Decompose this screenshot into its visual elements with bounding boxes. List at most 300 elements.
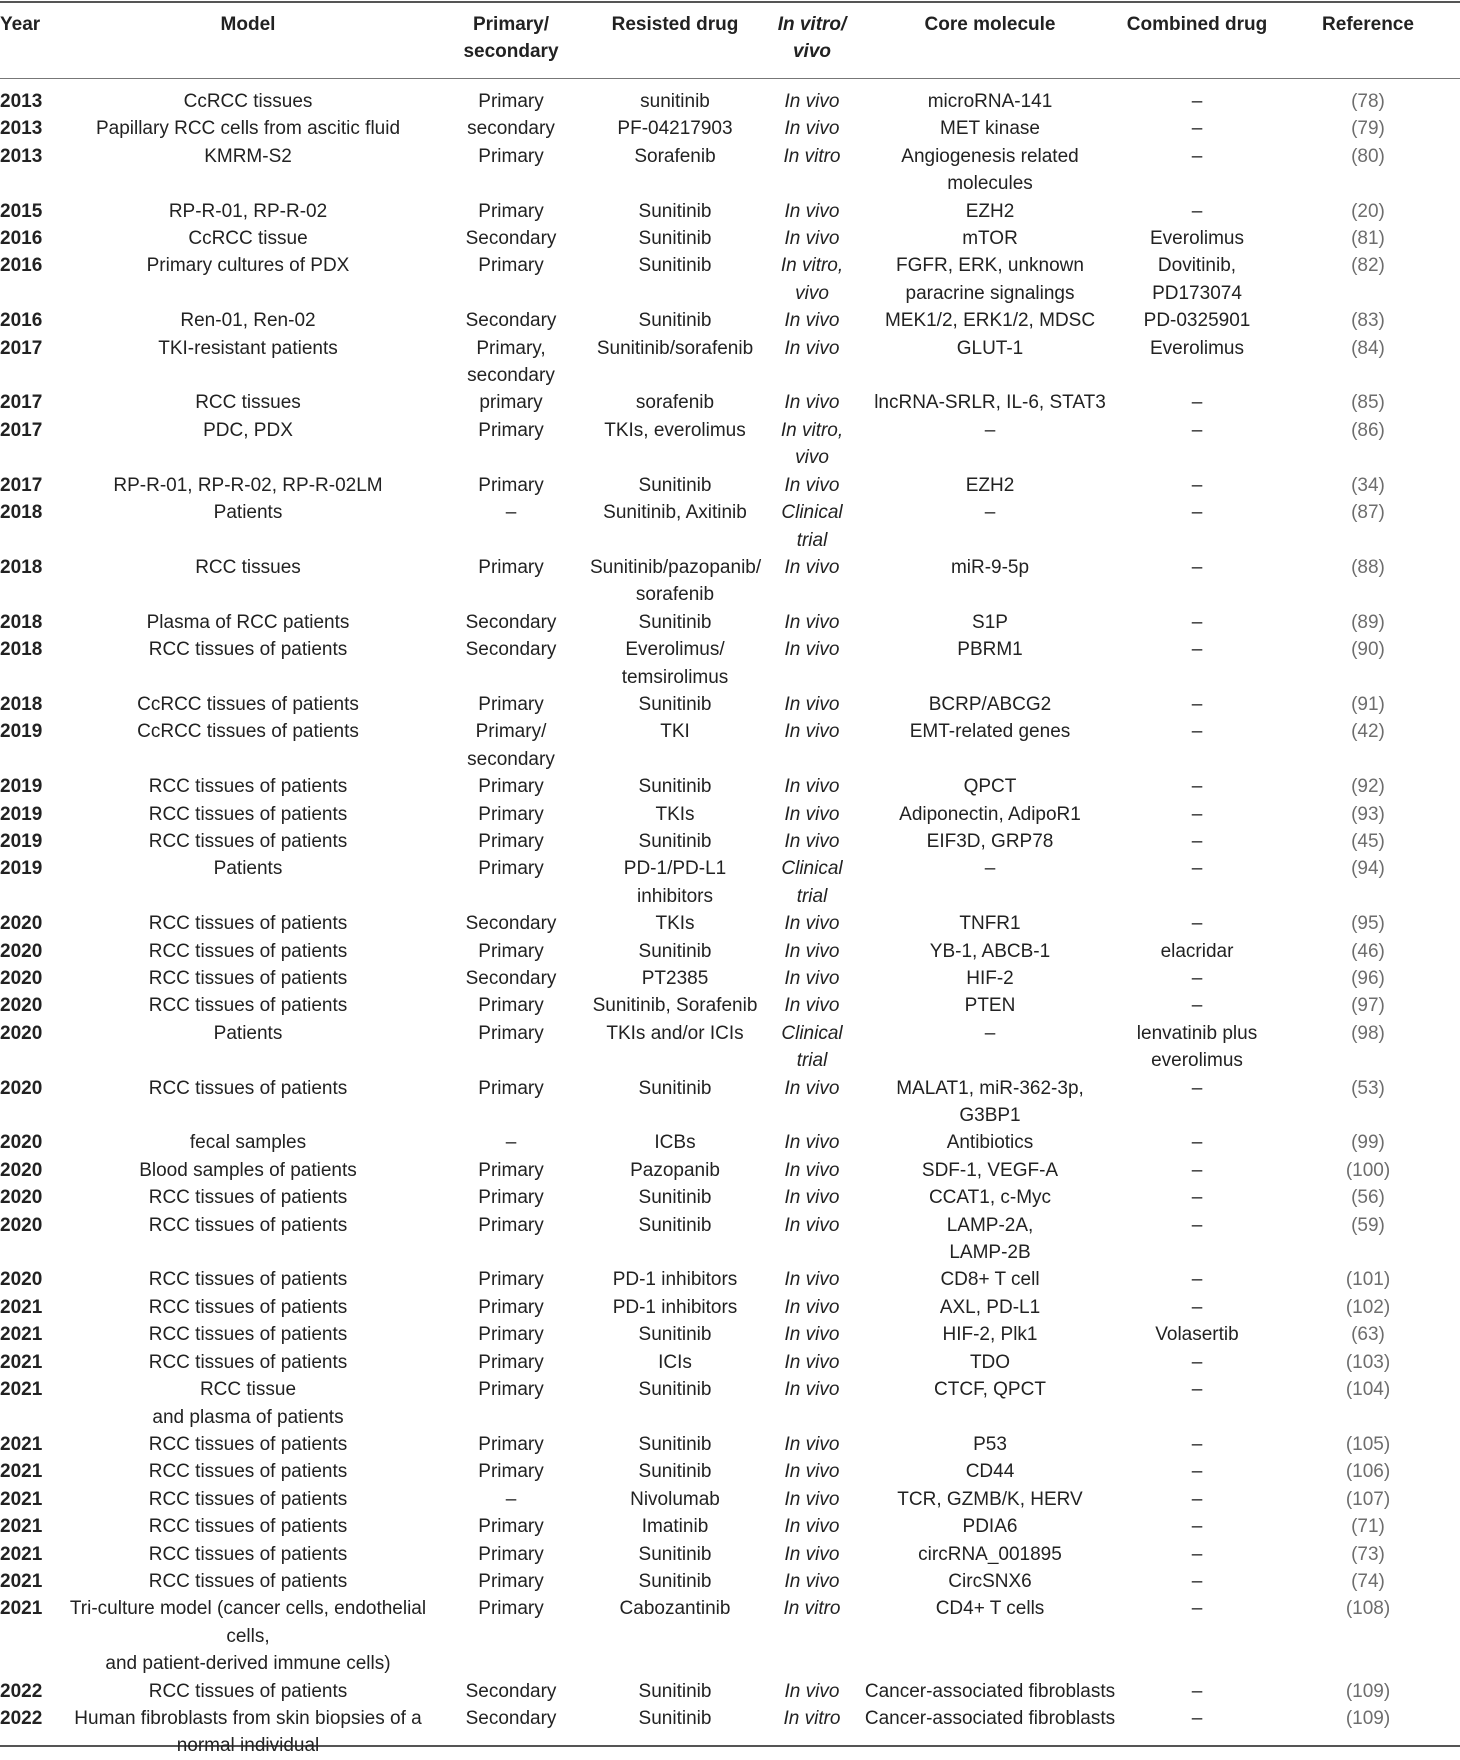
cell-model (62, 1513, 434, 1540)
cell-primary-secondary-line: Secondary (465, 1707, 557, 1729)
cell-resisted-drug (588, 992, 762, 1019)
cell-reference: (20) (1351, 200, 1385, 222)
cell-combined-drug (1118, 335, 1276, 390)
cell-in-vitro-vivo-line: In vivo (784, 995, 840, 1017)
cell-in-vitro-vivo (762, 252, 862, 307)
cell-in-vitro-vivo-line: In vivo (784, 392, 840, 414)
cell-in-vitro-vivo (762, 472, 862, 499)
cell-combined-drug (1118, 1321, 1276, 1348)
cell-reference: (56) (1351, 1187, 1385, 1209)
cell-resisted-drug (588, 965, 762, 992)
cell-core-molecule-line: Angiogenesis related (901, 145, 1079, 167)
cell-primary-secondary (434, 965, 588, 992)
cell-year: 2021 (0, 1324, 43, 1346)
cell-year: 2022 (0, 1680, 43, 1702)
cell-core-molecule (862, 1595, 1118, 1677)
cell-primary-secondary (434, 1321, 588, 1348)
cell-combined-drug-line: – (1191, 419, 1203, 441)
table-row (0, 1458, 1460, 1485)
cell-year: 2020 (0, 1132, 43, 1154)
cell-year: 2020 (0, 1214, 43, 1236)
cell-resisted-drug-line: Sunitinib/pazopanib/ (590, 556, 762, 578)
table-row (0, 1431, 1460, 1458)
cell-primary-secondary (434, 1157, 588, 1184)
cell-combined-drug (1118, 307, 1276, 334)
table-row (0, 554, 1460, 609)
cell-in-vitro-vivo-line: In vivo (784, 611, 840, 633)
cell-in-vitro-vivo-line: In vivo (784, 639, 840, 661)
table-row (0, 1513, 1460, 1540)
cell-resisted-drug-line: Sunitinib, Sorafenib (592, 995, 758, 1017)
cell-in-vitro-vivo (762, 636, 862, 691)
cell-reference: (92) (1351, 776, 1385, 798)
cell-year: 2016 (0, 310, 43, 332)
cell-core-molecule (862, 472, 1118, 499)
cell-resisted-drug (588, 1705, 762, 1760)
cell-resisted-drug (588, 225, 762, 252)
cell-primary-secondary-line: Primary (478, 474, 544, 496)
cell-resisted-drug-line: Sunitinib/sorafenib (596, 337, 754, 359)
cell-resisted-drug (588, 78, 762, 115)
cell-model-line: and plasma of patients (152, 1406, 344, 1428)
cell-model-line: Tri-culture model (cancer cells, endothelial (69, 1598, 427, 1620)
cell-core-molecule-line: mTOR (962, 228, 1018, 250)
cell-model-line: RCC tissues of patients (148, 1516, 348, 1538)
cell-model (62, 225, 434, 252)
cell-model (62, 335, 434, 390)
cell-resisted-drug (588, 499, 762, 554)
cell-in-vitro-vivo-line: In vivo (784, 1324, 840, 1346)
col-header-in-vitro-vivo: In vitro/ vivo (777, 14, 847, 62)
cell-model-line: RCC tissues of patients (148, 995, 348, 1017)
cell-in-vitro-vivo-line: In vivo (784, 776, 840, 798)
cell-model-line: Patients (213, 502, 283, 524)
cell-primary-secondary-line: Primary (478, 556, 544, 578)
cell-combined-drug (1118, 636, 1276, 691)
cell-reference: (91) (1351, 693, 1385, 715)
cell-model-line: and patient-derived immune cells) (105, 1653, 391, 1675)
cell-core-molecule (862, 307, 1118, 334)
cell-in-vitro-vivo (762, 417, 862, 472)
cell-resisted-drug (588, 1486, 762, 1513)
cell-model-line: CcRCC tissues of patients (137, 693, 359, 715)
cell-combined-drug-line: – (1191, 91, 1203, 112)
cell-primary-secondary-line: Primary (478, 1516, 544, 1538)
cell-primary-secondary-line: – (505, 502, 517, 524)
cell-combined-drug (1118, 691, 1276, 718)
cell-primary-secondary-line: Primary, (476, 337, 546, 359)
cell-reference: (45) (1351, 830, 1385, 852)
cell-resisted-drug-line: Sunitinib (638, 1707, 712, 1729)
cell-in-vitro-vivo (762, 78, 862, 115)
cell-model (62, 472, 434, 499)
table-row (0, 910, 1460, 937)
cell-in-vitro-vivo-line: In vivo (784, 556, 840, 578)
cell-combined-drug-line: – (1191, 968, 1203, 989)
cell-reference: (95) (1351, 913, 1385, 935)
cell-combined-drug (1118, 554, 1276, 609)
col-header-model: Model (220, 14, 276, 35)
cell-in-vitro-vivo (762, 225, 862, 252)
cell-resisted-drug (588, 252, 762, 307)
table-row (0, 115, 1460, 142)
cell-model (62, 1129, 434, 1156)
cell-primary-secondary-line: Primary (478, 858, 544, 880)
table-row (0, 143, 1460, 198)
cell-primary-secondary (434, 78, 588, 115)
cell-resisted-drug-line: Sunitinib (638, 474, 712, 496)
cell-year: 2013 (0, 91, 43, 112)
cell-core-molecule-line: Antibiotics (946, 1132, 1034, 1154)
cell-resisted-drug-line: Sunitinib (638, 200, 712, 222)
cell-core-molecule-line: PDIA6 (962, 1516, 1018, 1538)
cell-reference: (93) (1351, 803, 1385, 825)
cell-primary-secondary-line: Primary (478, 1570, 544, 1592)
table-row (0, 718, 1460, 773)
cell-core-molecule (862, 389, 1118, 416)
cell-primary-secondary (434, 1513, 588, 1540)
cell-year: 2020 (0, 995, 43, 1017)
cell-primary-secondary (434, 1349, 588, 1376)
cell-reference: (99) (1351, 1132, 1385, 1154)
cell-in-vitro-vivo (762, 1321, 862, 1348)
cell-primary-secondary (434, 1705, 588, 1760)
cell-in-vitro-vivo (762, 1458, 862, 1485)
cell-primary-secondary (434, 773, 588, 800)
cell-resisted-drug-line: ICBs (654, 1132, 696, 1154)
cell-combined-drug (1118, 1349, 1276, 1376)
cell-combined-drug-line: – (1191, 118, 1203, 140)
cell-resisted-drug-line: PD-1/PD-L1 (623, 858, 727, 880)
cell-primary-secondary-line: Primary (478, 1269, 544, 1291)
table-row (0, 1705, 1460, 1760)
cell-resisted-drug-line: Sunitinib (638, 611, 712, 633)
cell-combined-drug-line: – (1191, 474, 1203, 496)
cell-model (62, 554, 434, 609)
cell-combined-drug-line: – (1191, 1351, 1203, 1373)
cell-primary-secondary (434, 417, 588, 472)
cell-combined-drug (1118, 1705, 1276, 1760)
cell-core-molecule (862, 965, 1118, 992)
cell-resisted-drug (588, 1541, 762, 1568)
cell-core-molecule-line: EMT-related genes (909, 721, 1071, 743)
cell-model-line: Ren-01, Ren-02 (180, 310, 316, 332)
cell-combined-drug-line: – (1191, 776, 1203, 798)
cell-resisted-drug-line: Pazopanib (630, 1159, 720, 1181)
cell-primary-secondary (434, 1541, 588, 1568)
cell-in-vitro-vivo-line: trial (796, 1050, 828, 1072)
cell-model-line: RCC tissues of patients (148, 1433, 348, 1455)
cell-model-line: RP-R-01, RP-R-02 (168, 200, 328, 222)
cell-core-molecule (862, 499, 1118, 554)
table-row (0, 1321, 1460, 1348)
cell-resisted-drug (588, 143, 762, 198)
cell-combined-drug (1118, 417, 1276, 472)
cell-core-molecule-line: MALAT1, miR-362-3p, G3BP1 (896, 1077, 1084, 1127)
cell-primary-secondary-line: Primary (478, 1187, 544, 1209)
cell-primary-secondary-line: Secondary (465, 228, 557, 250)
cell-primary-secondary (434, 828, 588, 855)
cell-primary-secondary (434, 1678, 588, 1705)
cell-core-molecule-line: PBRM1 (957, 639, 1023, 661)
cell-in-vitro-vivo (762, 1376, 862, 1431)
cell-model (62, 143, 434, 198)
cell-model (62, 801, 434, 828)
cell-combined-drug (1118, 1431, 1276, 1458)
cell-core-molecule-line: SDF-1, VEGF-A (921, 1159, 1059, 1181)
cell-reference: (34) (1351, 474, 1385, 496)
cell-model (62, 252, 434, 307)
cell-primary-secondary-line: Primary (478, 1077, 544, 1099)
cell-combined-drug (1118, 855, 1276, 910)
cell-in-vitro-vivo (762, 773, 862, 800)
cell-primary-secondary (434, 143, 588, 198)
cell-primary-secondary (434, 691, 588, 718)
cell-reference: (87) (1351, 502, 1385, 524)
table-row (0, 855, 1460, 910)
cell-reference: (79) (1351, 118, 1385, 140)
cell-resisted-drug-line: sorafenib (635, 584, 715, 606)
cell-core-molecule-line: LAMP-2A, (946, 1214, 1034, 1236)
cell-combined-drug-line: PD-0325901 (1143, 310, 1251, 332)
table-row (0, 1568, 1460, 1595)
cell-in-vitro-vivo-line: In vivo (784, 1379, 840, 1401)
cell-resisted-drug-line: Sunitinib (638, 1187, 712, 1209)
cell-year: 2021 (0, 1598, 43, 1620)
cell-primary-secondary-line: Primary (478, 1022, 544, 1044)
cell-in-vitro-vivo (762, 718, 862, 773)
cell-in-vitro-vivo (762, 828, 862, 855)
cell-combined-drug-line: – (1191, 1570, 1203, 1592)
cell-primary-secondary (434, 1431, 588, 1458)
cell-model (62, 1541, 434, 1568)
cell-model (62, 1266, 434, 1293)
cell-in-vitro-vivo (762, 389, 862, 416)
cell-combined-drug-line: everolimus (1151, 1050, 1243, 1072)
cell-model-line: RCC tissues of patients (148, 968, 348, 989)
cell-in-vitro-vivo (762, 1184, 862, 1211)
cell-model-line: PDC, PDX (203, 419, 293, 441)
cell-resisted-drug (588, 1678, 762, 1705)
cell-reference: (102) (1345, 1296, 1391, 1318)
cell-model-line: RCC tissues of patients (148, 1543, 348, 1565)
cell-combined-drug (1118, 1376, 1276, 1431)
cell-core-molecule-line: CD4+ T cells (935, 1598, 1045, 1620)
cell-year: 2013 (0, 145, 43, 167)
cell-model (62, 1294, 434, 1321)
cell-resisted-drug-line: PF-04217903 (617, 118, 733, 140)
cell-combined-drug-line: – (1191, 1433, 1203, 1455)
table-row (0, 472, 1460, 499)
cell-combined-drug-line: – (1191, 639, 1203, 661)
cell-resisted-drug (588, 1266, 762, 1293)
cell-year: 2016 (0, 228, 43, 250)
cell-core-molecule-line: – (984, 419, 996, 441)
cell-model-line: RCC tissues of patients (148, 1461, 348, 1483)
table-row (0, 389, 1460, 416)
cell-model (62, 609, 434, 636)
cell-reference: (42) (1351, 721, 1385, 743)
cell-year: 2021 (0, 1296, 43, 1318)
cell-primary-secondary (434, 636, 588, 691)
cell-primary-secondary-line: Primary (478, 693, 544, 715)
cell-model (62, 78, 434, 115)
cell-year: 2022 (0, 1707, 43, 1729)
cell-resisted-drug-line: Sunitinib (638, 310, 712, 332)
cell-combined-drug-line: – (1191, 1516, 1203, 1538)
cell-reference: (90) (1351, 639, 1385, 661)
cell-resisted-drug-line: Everolimus/ (625, 639, 725, 661)
cell-year: 2021 (0, 1461, 43, 1483)
cell-in-vitro-vivo-line: Clinical (781, 502, 843, 524)
cell-combined-drug (1118, 1678, 1276, 1705)
table-row (0, 78, 1460, 115)
table-row (0, 609, 1460, 636)
cell-model (62, 389, 434, 416)
cell-primary-secondary-line: Primary (478, 255, 544, 277)
cell-year: 2020 (0, 1077, 43, 1099)
cell-year: 2021 (0, 1543, 43, 1565)
cell-year: 2018 (0, 639, 43, 661)
table-row (0, 1349, 1460, 1376)
cell-in-vitro-vivo-line: In vivo (784, 1543, 840, 1565)
cell-combined-drug-line: Everolimus (1150, 228, 1244, 250)
cell-primary-secondary (434, 855, 588, 910)
cell-year: 2019 (0, 776, 43, 798)
cell-primary-secondary (434, 307, 588, 334)
col-header-resisted-drug: Resisted drug (611, 14, 739, 35)
cell-resisted-drug-line: PD-1 inhibitors (612, 1269, 738, 1291)
cell-core-molecule (862, 718, 1118, 773)
cell-in-vitro-vivo (762, 1486, 862, 1513)
cell-resisted-drug-line: TKIs (655, 913, 695, 935)
cell-in-vitro-vivo (762, 965, 862, 992)
cell-primary-secondary (434, 1266, 588, 1293)
cell-combined-drug (1118, 1486, 1276, 1513)
cell-in-vitro-vivo-line: In vitro (783, 145, 841, 167)
col-header-combined-drug: Combined drug (1126, 14, 1268, 35)
cell-model-line: RCC tissues of patients (148, 830, 348, 852)
cell-resisted-drug-line: Sunitinib, Axitinib (603, 502, 747, 524)
cell-combined-drug (1118, 801, 1276, 828)
cell-in-vitro-vivo (762, 1075, 862, 1130)
cell-resisted-drug (588, 554, 762, 609)
cell-reference: (100) (1345, 1159, 1391, 1181)
cell-in-vitro-vivo-line: In vitro (783, 1598, 841, 1620)
cell-primary-secondary (434, 389, 588, 416)
cell-combined-drug (1118, 773, 1276, 800)
cell-core-molecule-line: BCRP/ABCG2 (928, 693, 1052, 715)
cell-year: 2020 (0, 968, 43, 989)
cell-model (62, 1431, 434, 1458)
cell-model-line: RCC tissues of patients (148, 1187, 348, 1209)
cell-model (62, 636, 434, 691)
cell-reference: (109) (1345, 1707, 1391, 1729)
cell-core-molecule-line: LAMP-2B (949, 1242, 1031, 1264)
cell-combined-drug (1118, 198, 1276, 225)
cell-model-line: TKI-resistant patients (158, 337, 338, 359)
cell-combined-drug-line: – (1191, 1132, 1203, 1154)
cell-in-vitro-vivo-line: In vivo (784, 1680, 840, 1702)
cell-core-molecule-line: CCAT1, c-Myc (928, 1187, 1052, 1209)
cell-core-molecule-line: – (984, 858, 996, 880)
cell-model-line: RCC tissues of patients (148, 1488, 348, 1510)
cell-primary-secondary (434, 1294, 588, 1321)
cell-primary-secondary (434, 718, 588, 773)
cell-combined-drug-line: – (1191, 145, 1203, 167)
cell-model (62, 691, 434, 718)
cell-in-vitro-vivo (762, 1294, 862, 1321)
cell-reference: (81) (1351, 228, 1385, 250)
cell-core-molecule-line: circRNA_001895 (918, 1543, 1062, 1565)
cell-primary-secondary (434, 1212, 588, 1267)
cell-model-line: Plasma of RCC patients (146, 611, 350, 633)
cell-year: 2015 (0, 200, 43, 222)
cell-combined-drug (1118, 965, 1276, 992)
cell-in-vitro-vivo-line: In vitro (783, 1707, 841, 1729)
cell-model (62, 855, 434, 910)
cell-core-molecule (862, 1321, 1118, 1348)
cell-core-molecule-line: Cancer-associated fibroblasts (864, 1680, 1116, 1702)
cell-in-vitro-vivo-line: Clinical (781, 858, 843, 880)
cell-core-molecule-line: Cancer-associated fibroblasts (864, 1707, 1116, 1729)
cell-core-molecule-line: HIF-2 (966, 968, 1014, 989)
cell-resisted-drug-line: Sunitinib (638, 830, 712, 852)
cell-model-line: RCC tissues of patients (148, 940, 348, 962)
cell-core-molecule (862, 636, 1118, 691)
cell-primary-secondary-line: – (505, 1132, 517, 1154)
cell-combined-drug-line: – (1191, 721, 1203, 743)
cell-primary-secondary-line: Secondary (465, 611, 557, 633)
cell-in-vitro-vivo-line: In vivo (784, 118, 840, 140)
cell-in-vitro-vivo-line: In vivo (784, 1488, 840, 1510)
cell-in-vitro-vivo (762, 609, 862, 636)
cell-core-molecule-line: AXL, PD-L1 (939, 1296, 1041, 1318)
cell-model-line: Human fibroblasts from skin biopsies of a (74, 1707, 422, 1729)
cell-model-line: Patients (213, 1022, 283, 1044)
cell-resisted-drug-line: temsirolimus (621, 666, 729, 688)
cell-reference: (97) (1351, 995, 1385, 1017)
cell-resisted-drug (588, 1212, 762, 1267)
cell-core-molecule (862, 1705, 1118, 1760)
cell-combined-drug (1118, 1568, 1276, 1595)
cell-primary-secondary (434, 198, 588, 225)
table-row (0, 965, 1460, 992)
cell-model-line: RCC tissues of patients (148, 1214, 348, 1236)
cell-model-line: CcRCC tissues of patients (137, 721, 359, 743)
cell-model (62, 198, 434, 225)
cell-model (62, 1020, 434, 1075)
cell-model (62, 1184, 434, 1211)
cell-in-vitro-vivo (762, 1595, 862, 1677)
cell-combined-drug-line: elacridar (1160, 940, 1234, 962)
cell-reference: (108) (1345, 1598, 1391, 1620)
cell-model (62, 1486, 434, 1513)
cell-model-line: Blood samples of patients (139, 1159, 357, 1181)
table-row (0, 1184, 1460, 1211)
cell-year: 2020 (0, 940, 43, 962)
cell-core-molecule (862, 1376, 1118, 1431)
cell-combined-drug-line: – (1191, 200, 1203, 222)
cell-combined-drug (1118, 225, 1276, 252)
cell-year: 2017 (0, 474, 43, 496)
cell-combined-drug-line: – (1191, 1543, 1203, 1565)
cell-year: 2018 (0, 611, 43, 633)
cell-reference: (107) (1345, 1488, 1391, 1510)
cell-resisted-drug-line: Sunitinib (638, 1461, 712, 1483)
cell-model (62, 417, 434, 472)
cell-resisted-drug (588, 1321, 762, 1348)
